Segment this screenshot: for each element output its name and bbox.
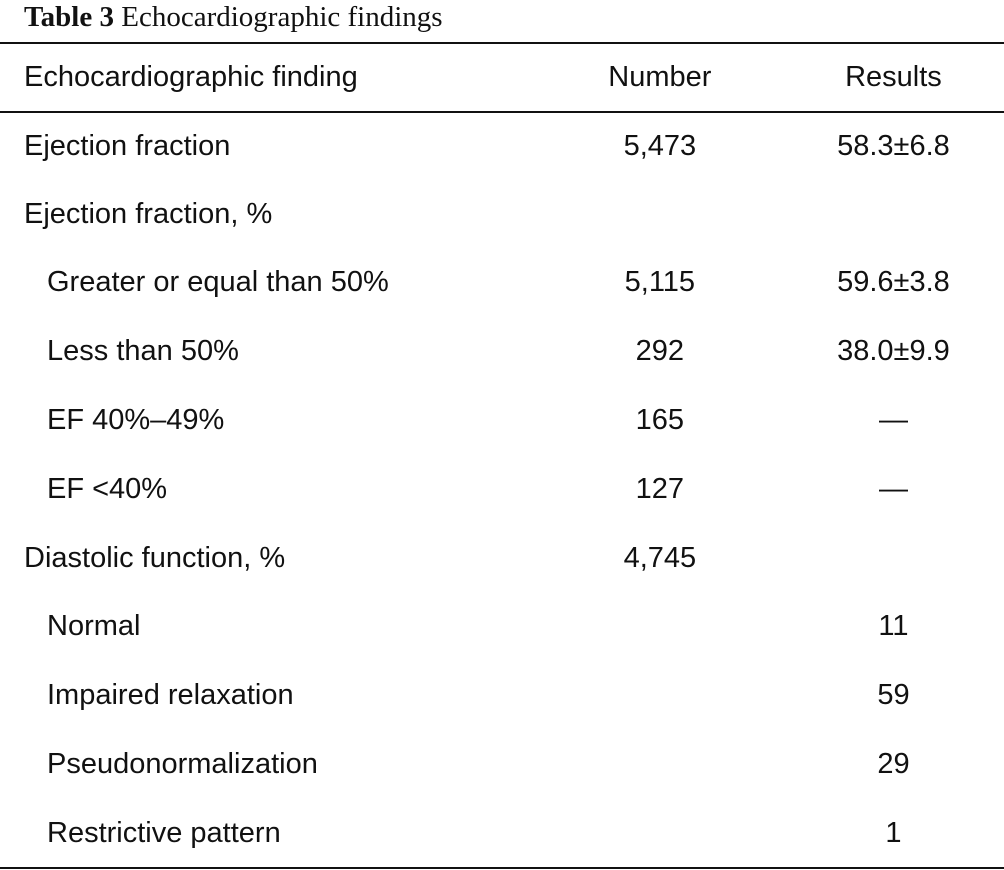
row-finding: Normal [47, 610, 141, 643]
header-finding: Echocardiographic finding [24, 61, 358, 93]
row-finding: Pseudonormalization [47, 748, 318, 781]
row-finding: Impaired relaxation [47, 679, 294, 712]
table-header-row [0, 44, 1004, 111]
row-finding: Greater or equal than 50% [47, 266, 389, 299]
row-finding: Ejection fraction [24, 129, 231, 162]
table-row [0, 661, 1004, 730]
row-result [793, 180, 1004, 249]
row-finding: EF 40%–49% [47, 404, 225, 437]
row-result: — [878, 404, 908, 437]
row-finding: EF <40% [47, 472, 168, 505]
row-number: 292 [635, 335, 685, 368]
header-results: Results [845, 61, 942, 93]
row-number [527, 180, 793, 249]
table-row [0, 524, 1004, 593]
table-row [0, 593, 1004, 662]
table-row [0, 386, 1004, 455]
table-caption-label: Table 3 [24, 1, 114, 33]
row-number [527, 593, 793, 662]
row-result [793, 524, 1004, 593]
row-result: 11 [878, 610, 909, 643]
row-result: 59 [877, 679, 910, 712]
table-row [0, 317, 1004, 386]
row-result: 38.0±9.9 [837, 335, 950, 368]
table-row [0, 111, 1004, 180]
table-row [0, 455, 1004, 524]
echocardiographic-findings-table [0, 44, 1004, 868]
row-number: 5,473 [623, 129, 697, 162]
header-number: Number [608, 61, 712, 93]
table-caption-title: Echocardiographic findings [121, 1, 443, 33]
row-finding: Ejection fraction, % [24, 197, 273, 230]
row-number: 4,745 [623, 541, 697, 574]
table-row [0, 799, 1004, 868]
row-result: 58.3±6.8 [837, 129, 950, 162]
row-number [527, 730, 793, 799]
table-row [0, 249, 1004, 318]
row-finding: Restrictive pattern [47, 816, 281, 849]
row-result: 29 [877, 748, 910, 781]
row-finding: Diastolic function, % [24, 541, 286, 574]
row-result: 1 [885, 816, 902, 849]
row-number: 165 [635, 404, 685, 437]
row-result: 59.6±3.8 [837, 266, 950, 299]
table-row [0, 180, 1004, 249]
table-row [0, 730, 1004, 799]
row-number: 127 [635, 472, 685, 505]
row-number: 5,115 [624, 266, 696, 299]
row-result: — [878, 472, 908, 505]
table-caption [24, 0, 443, 34]
row-number [527, 799, 793, 868]
row-finding: Less than 50% [47, 335, 239, 368]
row-number [527, 661, 793, 730]
